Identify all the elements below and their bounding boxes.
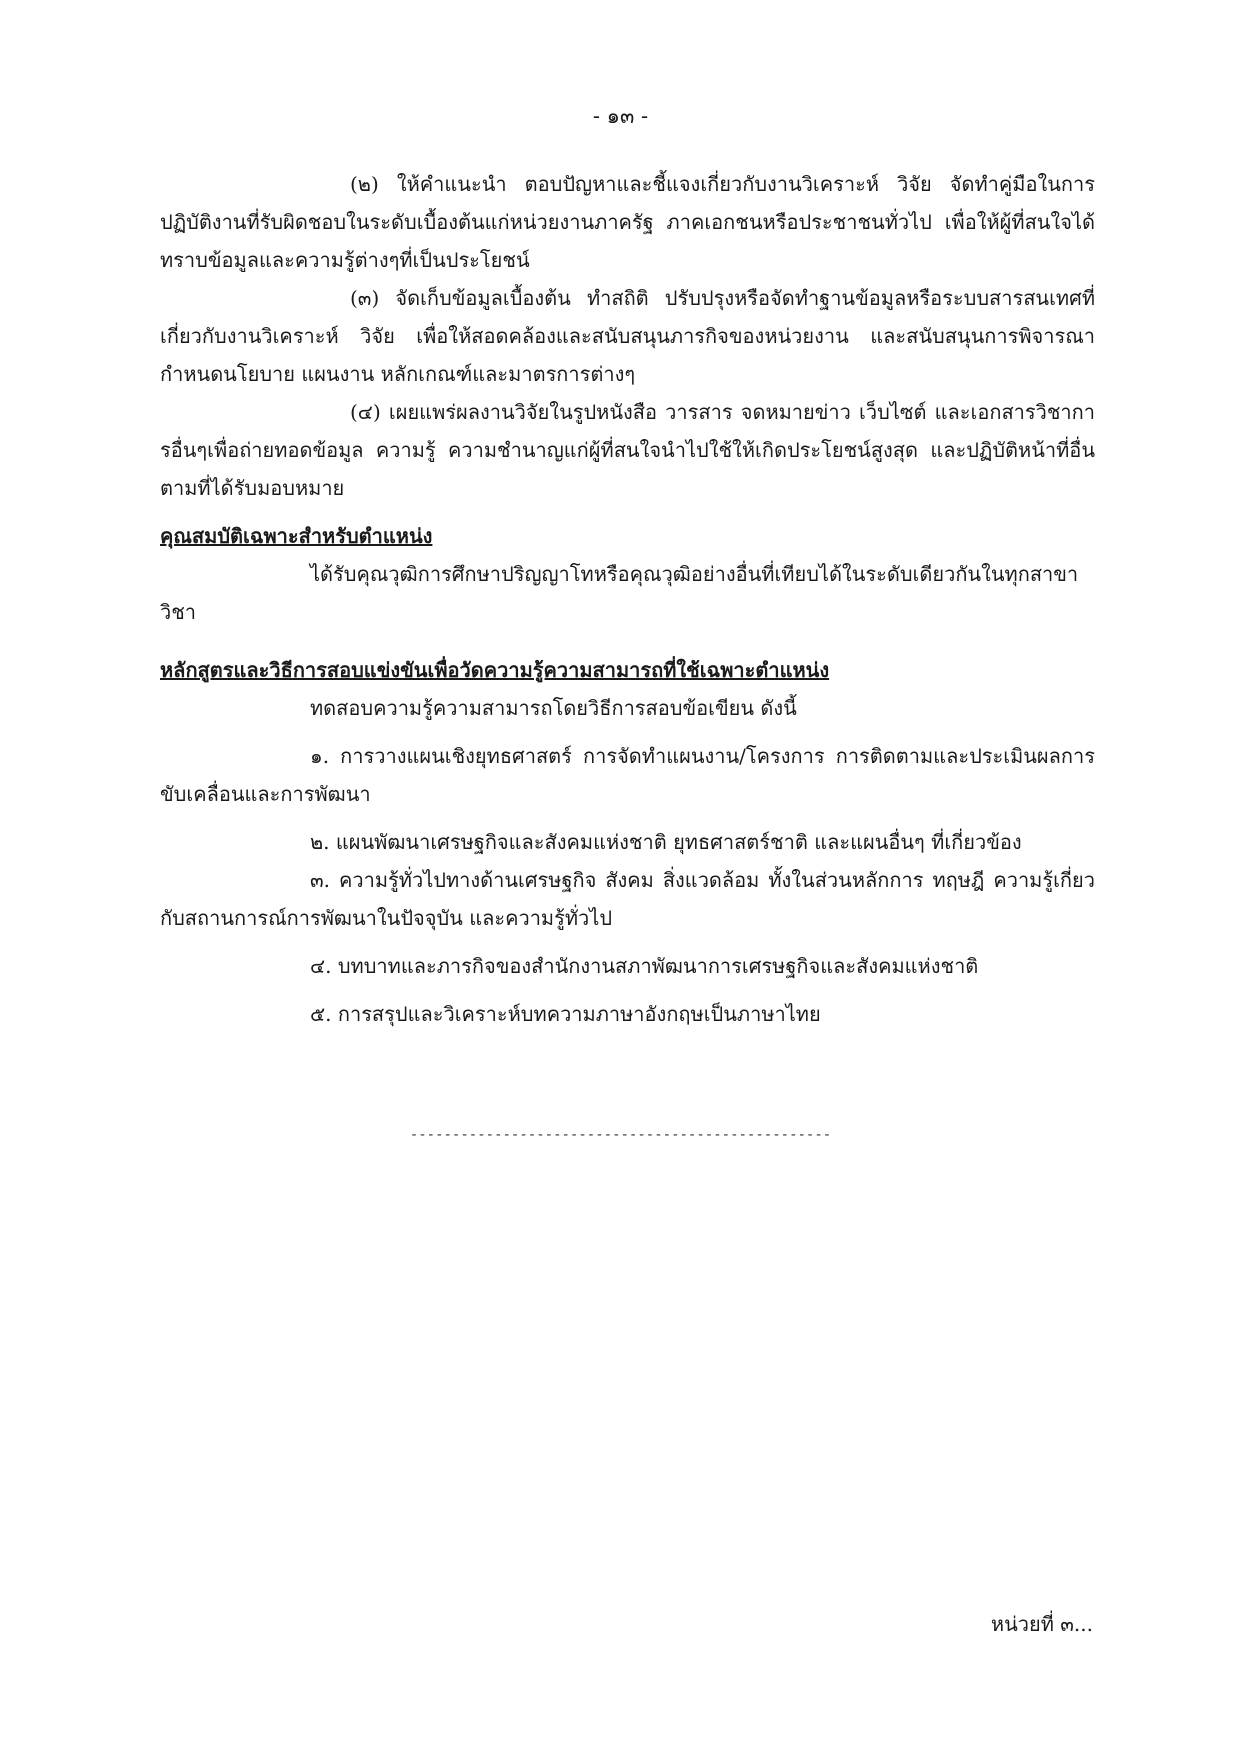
curriculum-heading: หลักสูตรและวิธีการสอบแข่งขันเพื่อวัดความรู้ความสามารถที่ใช้เฉพาะตำแหน่ง — [160, 658, 830, 682]
spacer — [160, 631, 1095, 651]
duty-paragraph-2: (๒) ให้คำแนะนำ ตอบปัญหาและชี้แจงเกี่ยวกับงานวิเคราะห์ วิจัย จัดทำคู่มือในการปฏิบัติงานที่รับผิดชอบในระดับเบื้องต้นแก่หน่วยงานภาครัฐ ภาคเอกชนหรือประชาชนทั่วไป เพื่อให้ผู้ที่สนใจได้ทราบข้อมูลและความรู้ต่างๆที่เป็นประโยชน์ — [160, 172, 1095, 272]
duty-paragraph-4: (๔) เผยแพร่ผลงานวิจัยในรูปหนังสือ วารสาร จดหมายข่าว เว็บไซต์ และเอกสารวิชาการอื่นๆเพื่อถ่ายทอดข้อมูล ความรู้ ความชำนาญแก่ผู้ที่สนใจนำไปใช้ให้เกิดประโยชน์สูงสุด และปฏิบัติหน้าที่อื่นตามที่ได้รับมอบหมาย — [160, 400, 1095, 500]
spacer — [160, 813, 1095, 823]
duty-paragraph-3: (๓) จัดเก็บข้อมูลเบื้องต้น ทำสถิติ ปรับปรุงหรือจัดทำฐานข้อมูลหรือระบบสารสนเทศที่เกี่ยวกับงานวิเคราะห์ วิจัย เพื่อให้สอดคล้องและสนับสนุนภารกิจของหน่วยงาน และสนับสนุนการพิจารณากำหนดนโยบาย แผนงาน หลักเกณฑ์และมาตรการต่างๆ — [160, 286, 1095, 386]
page-number: - ๑๓ - — [592, 104, 649, 128]
next-page-reference: หน่วยที่ ๓... — [990, 1612, 1093, 1636]
curriculum-item: ๔. บทบาทและภารกิจของสำนักงานสภาพัฒนาการเศรษฐกิจและสังคมแห่งชาติ — [310, 954, 979, 978]
qualifications-body: ได้รับคุณวุฒิการศึกษาปริญญาโทหรือคุณวุฒิอย่างอื่นที่เทียบได้ในระดับเดียวกันในทุกสาขาวิชา — [160, 562, 1079, 624]
spacer — [160, 937, 1095, 947]
spacer — [160, 727, 1095, 737]
qualifications-heading: คุณสมบัติเฉพาะสำหรับตำแหน่ง — [160, 524, 433, 548]
curriculum-item: ๓. ความรู้ทั่วไปทางด้านเศรษฐกิจ สังคม สิ่งแวดล้อม ทั้งในส่วนหลักการ ทฤษฎี ความรู้เกี่ยวกับสถานการณ์การพัฒนาในปัจจุบัน และความรู้ทั่วไป — [160, 868, 1095, 930]
curriculum-item: ๒. แผนพัฒนาเศรษฐกิจและสังคมแห่งชาติ ยุทธศาสตร์ชาติ และแผนอื่นๆ ที่เกี่ยวข้อง — [310, 830, 1022, 854]
curriculum-item: ๑. การวางแผนเชิงยุทธศาสตร์ การจัดทำแผนงาน/โครงการ การติดตามและประเมินผลการขับเคลื่อนและการพัฒนา — [160, 744, 1095, 806]
curriculum-item: ๕. การสรุปและวิเคราะห์บทความภาษาอังกฤษเป็นภาษาไทย — [310, 1002, 821, 1026]
document-body — [160, 165, 1095, 1033]
curriculum-intro: ทดสอบความรู้ความสามารถโดยวิธีการสอบข้อเขียน ดังนี้ — [310, 696, 797, 720]
spacer — [160, 507, 1095, 517]
spacer — [160, 985, 1095, 995]
section-divider: -------------------------------------------------- — [409, 1127, 832, 1143]
